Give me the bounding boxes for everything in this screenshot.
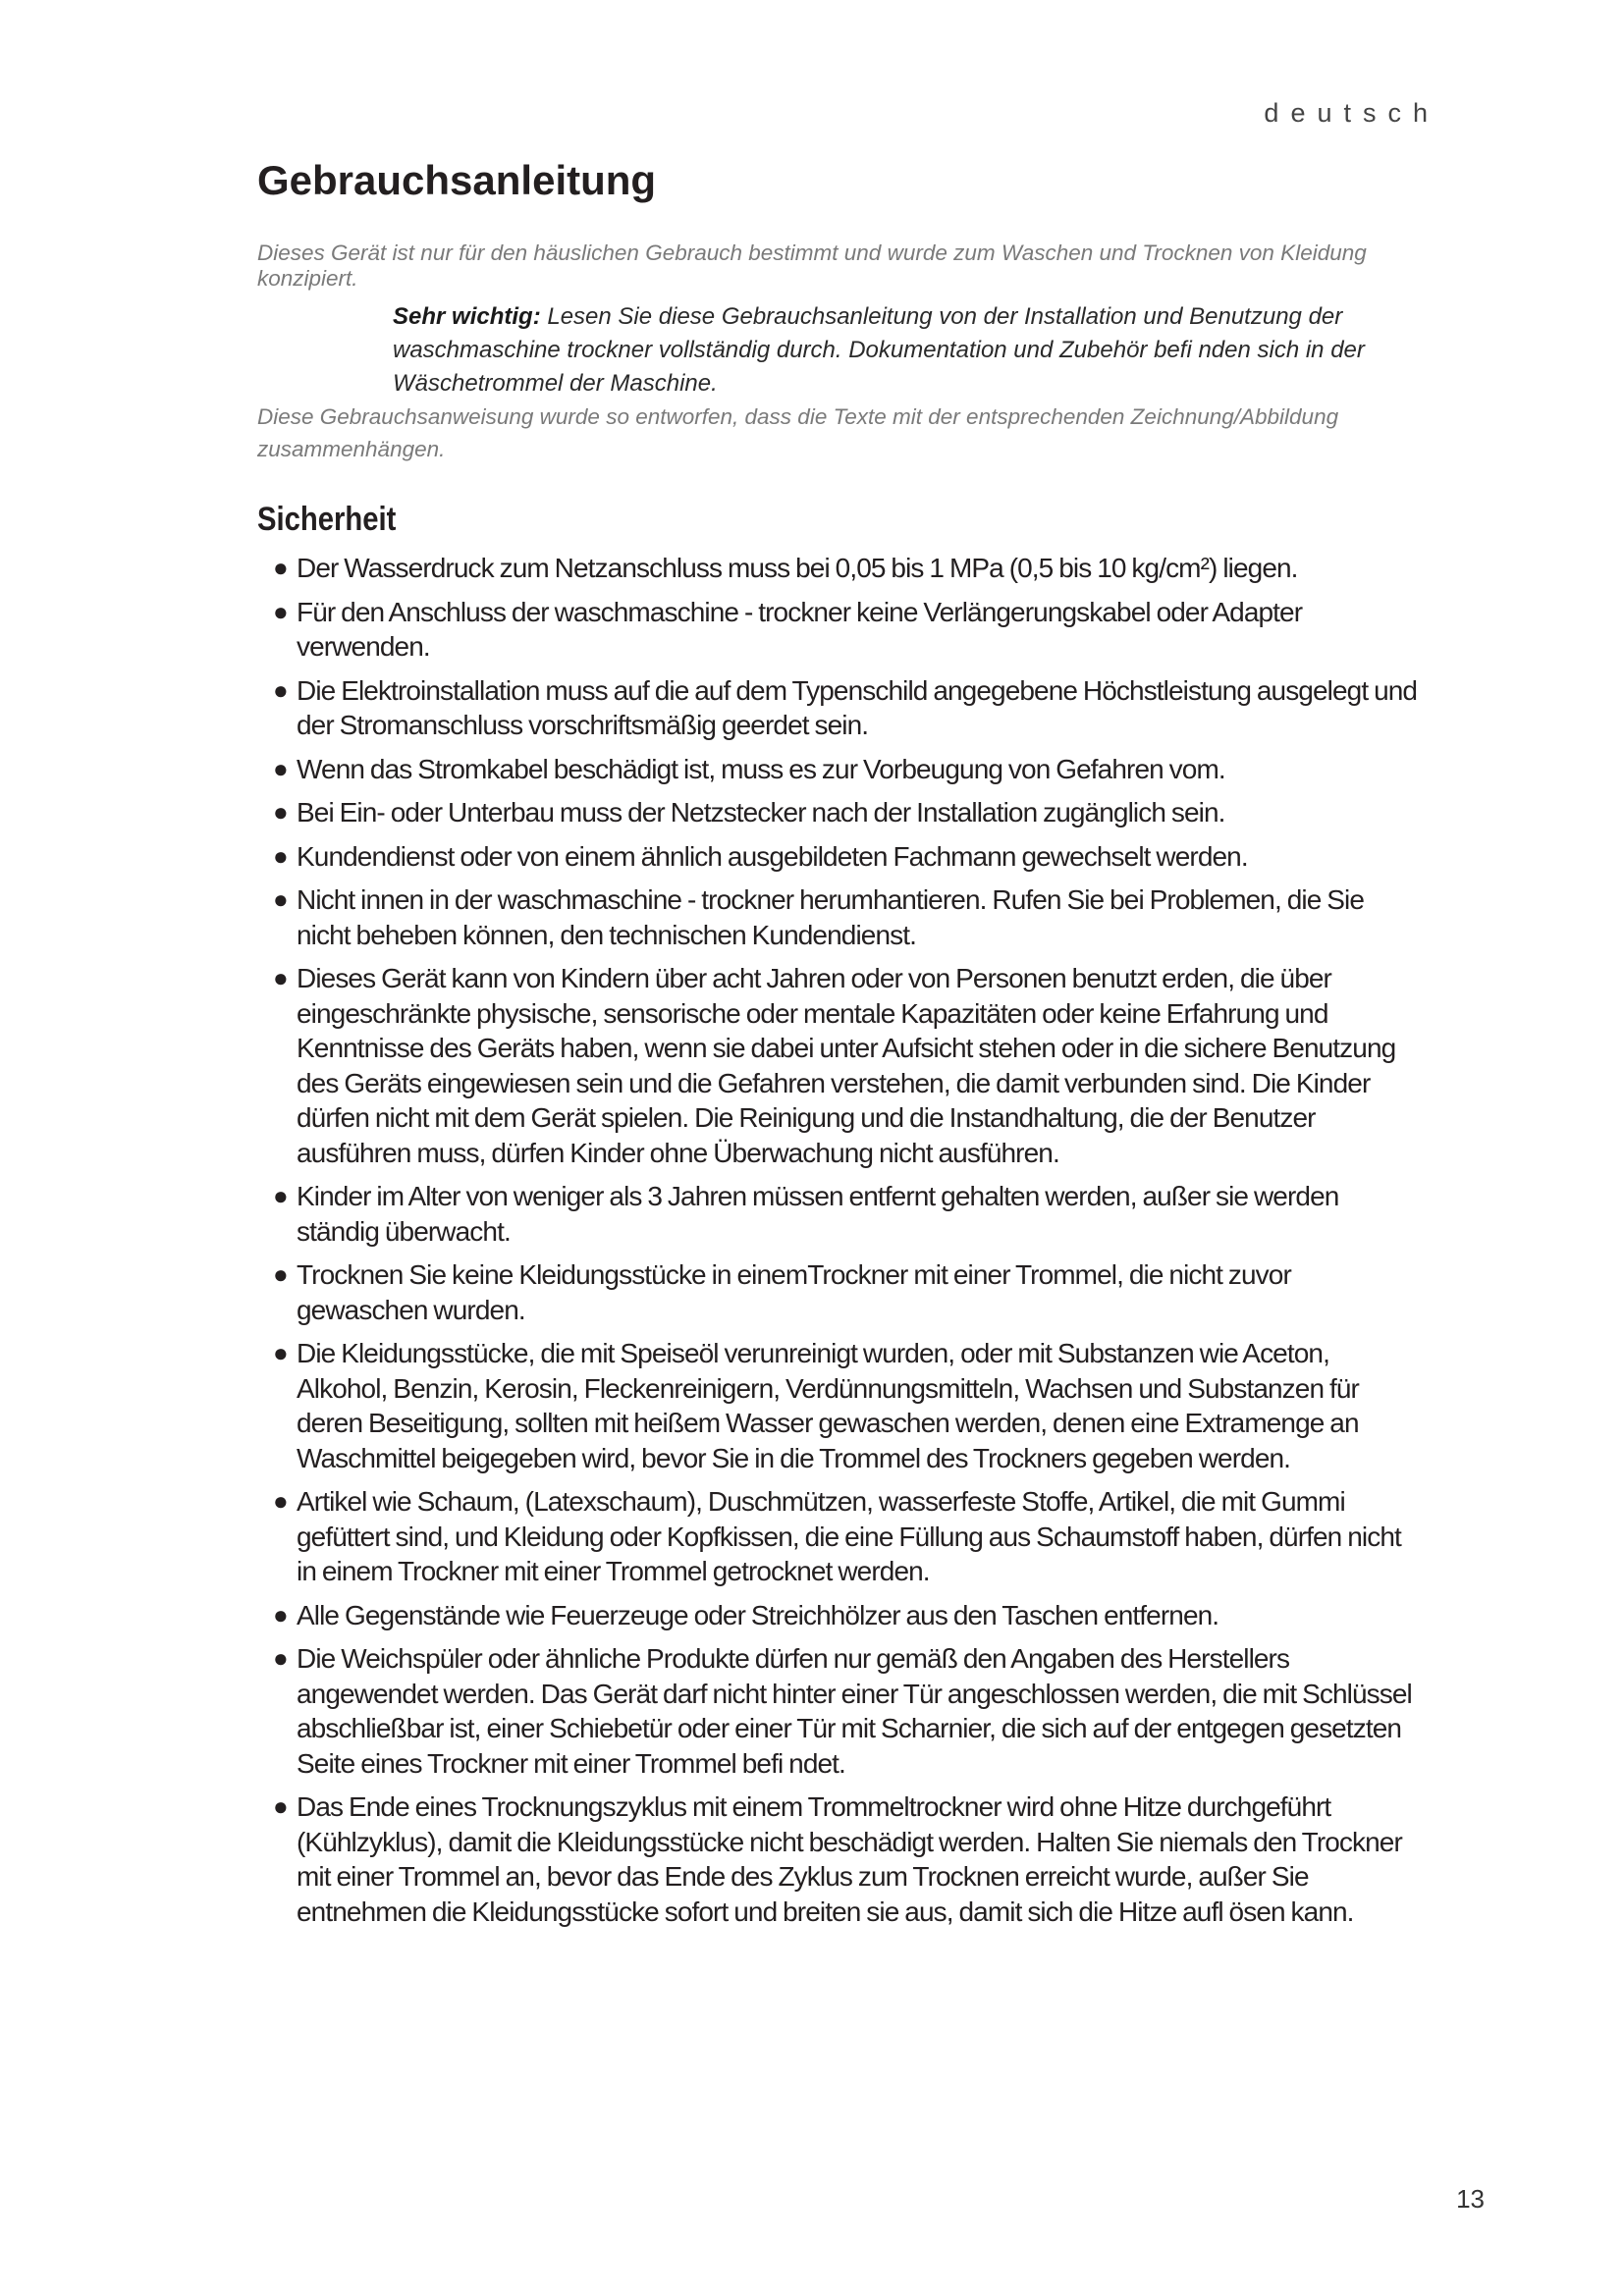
language-label: deutsch: [1264, 98, 1439, 128]
list-item: [273, 1484, 1422, 1589]
safety-list: [273, 551, 1422, 1938]
bullet-icon: ●: [273, 1643, 288, 1673]
list-item-text: Die Weichspüler oder ähnliche Produkte dürfen nur gemäß den Angaben des Herstellers angewendet werden. Das Gerät darf nicht hinter einer Tür angeschlossen werden, die mit Schlüssel abschließbar ist, einer Schiebetür oder einer Tür mit Scharnier, die sich auf der entgegen gesetzten Seite eines Trockner mit einer Trommel befi ndet.: [297, 1643, 1412, 1779]
bullet-icon: ●: [273, 753, 288, 783]
intro-paragraph-2: Diese Gebrauchsanweisung wurde so entworfen, dass die Texte mit der entsprechenden Zeichnung/Abbildung zusammenhängen.: [257, 404, 1339, 461]
bullet-icon: ●: [273, 963, 288, 992]
list-item: [273, 1789, 1422, 1929]
page-number: 13: [1456, 2184, 1485, 2214]
list-item-text: Trocknen Sie keine Kleidungsstücke in einemTrockner mit einer Trommel, die nicht zuvor gewaschen wurden.: [297, 1259, 1291, 1325]
list-item: [273, 1179, 1422, 1249]
bullet-icon: ●: [273, 674, 288, 705]
bullet-icon: ●: [273, 1181, 288, 1210]
page-title: Gebrauchsanleitung: [257, 157, 657, 203]
bullet-icon: ●: [273, 1599, 288, 1629]
list-item-text: Das Ende eines Trocknungszyklus mit einem Trommeltrockner wird ohne Hitze durchgeführt (Kühlzyklus), damit die Kleidungsstücke nicht beschädigt werden. Halten Sie niemals den Trockner mit einer Trommel an, bevor das Ende des Zyklus zum Trocknen erreicht wurde, außer Sie entnehmen die Kleidungsstücke sofort und breiten sie aus, damit sich die Hitze aufl ösen kann.: [297, 1791, 1402, 1927]
list-item-text: Kundendienst oder von einem ähnlich ausgebildeten Fachmann gewechselt werden.: [297, 840, 1248, 872]
important-note: [393, 300, 1414, 400]
list-item-text: Artikel wie Schaum, (Latexschaum), Duschmützen, wasserfeste Stoffe, Artikel, die mit Gummi gefüttert sind, und Kleidung oder Kopfkissen, die eine Füllung aus Schaumstoff haben, dürfen nicht in einem Trockner mit einer Trommel getrocknet werden.: [297, 1486, 1401, 1586]
list-item: [273, 595, 1422, 665]
bullet-icon: ●: [273, 884, 288, 914]
bullet-icon: ●: [273, 797, 288, 827]
section-title-safety: Sicherheit: [257, 501, 397, 538]
bullet-icon: ●: [273, 840, 288, 871]
list-item-text: Nicht innen in der waschmaschine - trockner herumhantieren. Rufen Sie bei Problemen, die Sie nicht beheben können, den technischen Kundendienst.: [297, 884, 1365, 950]
list-item-text: Wenn das Stromkabel beschädigt ist, muss es zur Vorbeugung von Gefahren vom.: [297, 753, 1225, 784]
list-item: [273, 795, 1422, 830]
list-item: [273, 551, 1422, 586]
list-item: [273, 882, 1422, 952]
list-item: [273, 961, 1422, 1170]
list-item-text: Dieses Gerät kann von Kindern über acht Jahren oder von Personen benutzt erden, die über eingeschränkte physische, sensorische oder mentale Kapazitäten oder keine Erfahrung und Kenntnisse des Geräts haben, wenn sie dabei unter Aufsicht stehen oder in die sichere Benutzung des Geräts eingewiesen sein und die Gefahren verstehen, die damit verbunden sind. Die Kinder dürfen nicht mit dem Gerät spielen. Die Reinigung und die Instandhaltung, die der Benutzer ausführen muss, dürfen Kinder ohne Überwachung nicht ausführen.: [297, 963, 1396, 1168]
bullet-icon: ●: [273, 596, 288, 626]
intro-paragraph: Dieses Gerät ist nur für den häuslichen Gebrauch bestimmt und wurde zum Waschen und Trocknen von Kleidung konzipiert.: [257, 240, 1367, 291]
list-item-text: Die Kleidungsstücke, die mit Speiseöl verunreinigt wurden, oder mit Substanzen wie Aceton, Alkohol, Benzin, Kerosin, Fleckenreinigern, Verdünnungsmitteln, Wachsen und Substanzen für deren Beseitigung, sollten mit heißem Wasser gewaschen werden, denen eine Extramenge an Waschmittel beigegeben wird, bevor Sie in die Trommel des Trockners gegeben werden.: [297, 1338, 1359, 1473]
list-item: [273, 673, 1422, 743]
list-item: [273, 1641, 1422, 1781]
list-item-text: Bei Ein- oder Unterbau muss der Netzstecker nach der Installation zugänglich sein.: [297, 797, 1225, 828]
list-item: [273, 1336, 1422, 1475]
important-label: Sehr wichtig:: [393, 303, 541, 330]
list-item: [273, 1257, 1422, 1327]
bullet-icon: ●: [273, 553, 288, 582]
list-item-text: Kinder im Alter von weniger als 3 Jahren müssen entfernt gehalten werden, außer sie werden ständig überwacht.: [297, 1181, 1339, 1247]
list-item: [273, 839, 1422, 875]
important-text: Lesen Sie diese Gebrauchsanleitung von der Installation und Benutzung der waschmaschine trockner vollständig durch. Dokumentation und Zubehör befi nden sich in der Wäschetrommel der Maschine.: [393, 303, 1365, 397]
list-item-text: Für den Anschluss der waschmaschine - trockner keine Verlängerungskabel oder Adapter verwenden.: [297, 596, 1303, 662]
bullet-icon: ●: [273, 1791, 288, 1821]
list-item-text: Der Wasserdruck zum Netzanschluss muss bei 0,05 bis 1 MPa (0,5 bis 10 kg/cm²) liegen.: [297, 553, 1298, 583]
bullet-icon: ●: [273, 1338, 288, 1367]
bullet-icon: ●: [273, 1486, 288, 1516]
list-item: [273, 752, 1422, 787]
list-item-text: Alle Gegenstände wie Feuerzeuge oder Streichhölzer aus den Taschen entfernen.: [297, 1599, 1219, 1630]
list-item: [273, 1598, 1422, 1633]
list-item-text: Die Elektroinstallation muss auf die auf dem Typenschild angegebene Höchstleistung ausgelegt und der Stromanschluss vorschriftsmäßig geerdet sein.: [297, 674, 1418, 740]
bullet-icon: ●: [273, 1259, 288, 1289]
